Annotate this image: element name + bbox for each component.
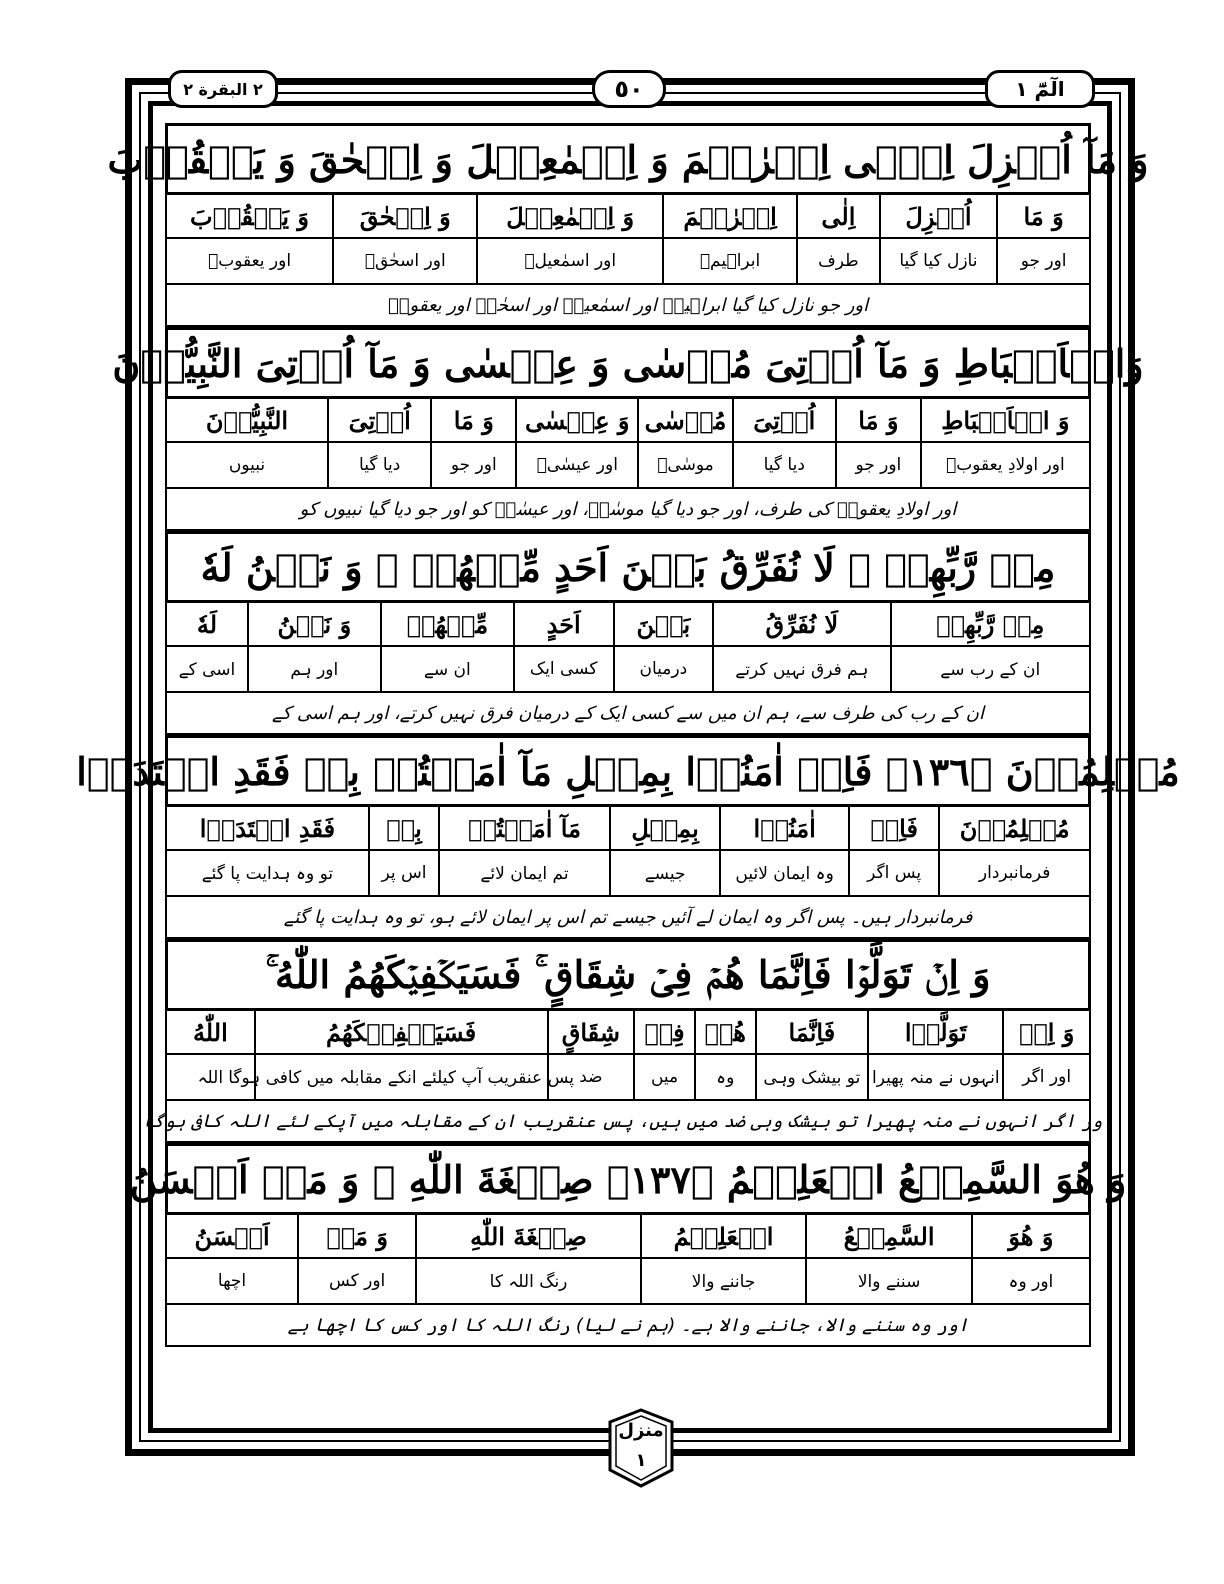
- word-arabic-cell: مُوۡسٰی: [637, 399, 731, 441]
- word-arabic-cell: لَا نُفَرِّقُ: [712, 603, 889, 645]
- word-arabic-cell: الۡعَلِیۡمُ: [640, 1215, 806, 1257]
- word-arabic-cell: اَحۡسَنُ: [194, 1221, 270, 1251]
- word-meaning-row: [165, 1259, 1091, 1305]
- word-meaning-row: [165, 239, 1091, 285]
- word-meaning-cell: جیسے: [609, 851, 720, 895]
- word-meaning-cell: پس عنقریب آپ کیلئے انکے مقابلہ میں کافی ہوگا: [254, 1055, 547, 1099]
- word-arabic-cell: السَّمِیۡعُ: [805, 1215, 971, 1257]
- word-meaning-row: [165, 851, 1091, 897]
- word-arabic-cell: فَقَدِ اهۡتَدَوۡا: [199, 813, 336, 843]
- word-meaning-cell: اللہ: [197, 1067, 224, 1088]
- word-arabic-cell: وَ اِسۡحٰقَ: [332, 195, 476, 237]
- word-arabic-row: [165, 195, 1091, 239]
- word-arabic-cell: مِنۡ رَّبِّهِمۡ: [890, 603, 1090, 645]
- translation-line: اور وہ سننے والا، جاننے والا ہے۔ (ہم نے لیا) رنگ اللہ کا اور کس کا اچھا ہے: [165, 1305, 1091, 1347]
- word-meaning-cell: جاننے والا: [640, 1259, 806, 1303]
- word-meaning-cell: ان کے رب سے: [890, 647, 1090, 691]
- word-arabic-cell: وَ اِسۡمٰعِیۡلَ: [476, 195, 662, 237]
- word-meaning-cell: ابراہیمؑ: [662, 239, 796, 283]
- word-meaning-cell: دیا گیا: [327, 443, 431, 487]
- word-meaning-cell: فرمانبردار: [938, 851, 1089, 895]
- word-arabic-cell: اللّٰهُ: [192, 1017, 228, 1047]
- manzil-number: ١: [635, 1450, 647, 1471]
- word-meaning-cell: میں: [633, 1055, 694, 1099]
- word-meaning-cell: اور اولادِ یعقوبؑ: [920, 443, 1089, 487]
- word-arabic-cell: اِلٰی: [796, 195, 879, 237]
- ayah-line: مُسۡلِمُوۡنَ ﴿١٣٦﴾ فَاِنۡ اٰمَنُوۡا بِمِثۡلِ مَآ اٰمَنۡتُمۡ بِهٖ فَقَدِ اهۡتَدَوۡا: [165, 735, 1091, 807]
- translation-content: [76, 123, 1180, 1347]
- word-arabic-cell: وَ مَنۡ: [297, 1215, 415, 1257]
- word-meaning-cell: پس اگر: [848, 851, 938, 895]
- word-arabic-cell: وَ یَعۡقُوۡبَ: [190, 201, 310, 231]
- word-arabic-cell: وَ مَا: [835, 399, 920, 441]
- word-arabic-row: [165, 399, 1091, 443]
- word-meaning-cell: انہوں نے منہ پھیرا: [867, 1055, 1002, 1099]
- word-arabic-row: [165, 1011, 1091, 1055]
- word-meaning-cell: اور جو: [430, 443, 515, 487]
- word-meaning-cell: اچھا: [217, 1271, 247, 1291]
- word-meaning-cell: اور اسمٰعیلؑ: [476, 239, 662, 283]
- word-meaning-cell: کسی ایک: [513, 647, 613, 691]
- ayah-line: مِنۡ رَّبِّهِمۡ ۚ لَا نُفَرِّقُ بَیۡنَ اَحَدٍ مِّنۡهُمۡ ۫ وَ نَحۡنُ لَهٗ: [165, 531, 1091, 603]
- word-meaning-cell: رنگ اللہ کا: [415, 1259, 640, 1303]
- manzil-badge: [606, 1408, 676, 1488]
- word-arabic-cell: بِهٖ: [368, 807, 438, 849]
- word-arabic-row: [165, 807, 1091, 851]
- word-arabic-cell: تَوَلَّوۡا: [867, 1011, 1002, 1053]
- word-arabic-cell: اُوۡتِیَ: [732, 399, 836, 441]
- word-meaning-cell: تو بیشک وہی: [755, 1055, 868, 1099]
- word-arabic-row: [165, 1215, 1091, 1259]
- word-meaning-cell: وہ: [694, 1055, 755, 1099]
- word-meaning-row: [165, 443, 1091, 489]
- word-arabic-cell: لَهٗ: [196, 609, 218, 639]
- translation-line: ان کے رب کی طرف سے، ہم ان میں سے کسی ایک کے درمیان فرق نہیں کرتے، اور ہم اسی کے: [165, 693, 1091, 735]
- word-arabic-cell: اُوۡتِیَ: [327, 399, 431, 441]
- word-meaning-cell: اور وہ: [971, 1259, 1089, 1303]
- word-arabic-cell: فِیۡ: [633, 1011, 694, 1053]
- word-meaning-cell: تو وہ ہدایت پا گئے: [201, 863, 334, 884]
- word-arabic-cell: مِّنۡهُمۡ: [380, 603, 513, 645]
- word-meaning-cell: اور یعقوبؑ: [208, 251, 292, 271]
- translation-line: اور جو نازل کیا گیا ابراہیمؑ اور اسمٰعیلؑ اور اسحٰقؑ اور یعقوبؑ: [165, 285, 1091, 327]
- ayah-line: وَالۡاَسۡبَاطِ وَ مَآ اُوۡتِیَ مُوۡسٰی وَ عِیۡسٰی وَ مَآ اُوۡتِیَ النَّبِیُّوۡنَ: [165, 327, 1091, 399]
- word-meaning-cell: نازل کیا گیا: [879, 239, 997, 283]
- manzil-label: منزل: [618, 1420, 664, 1441]
- word-meaning-cell: اور جو: [996, 239, 1089, 283]
- word-meaning-cell: طرف: [796, 239, 879, 283]
- word-meaning-cell: موسٰیؑ: [637, 443, 731, 487]
- translation-line: اور اگر انہوں نے منہ پھیرا تو بیشک وہی ضد میں ہیں، پس عنقریب ان کے مقابلہ میں آپکے لئے اللہ کافی ہوگا: [165, 1101, 1091, 1143]
- word-meaning-cell: اور عیسٰیؑ: [515, 443, 637, 487]
- word-meaning-cell: ہم فرق نہیں کرتے: [712, 647, 889, 691]
- para-name-label: الٓمّٓ ١: [985, 70, 1095, 108]
- word-arabic-cell: اِبۡرٰهٖمَ: [662, 195, 796, 237]
- word-arabic-cell: شِقَاقٍ: [547, 1011, 634, 1053]
- word-meaning-cell: اور کس: [297, 1259, 415, 1303]
- word-arabic-cell: وَ عِیۡسٰی: [515, 399, 637, 441]
- word-meaning-cell: اور اگر: [1002, 1055, 1089, 1099]
- ayah-line: وَ اِنۡ تَوَلَّوۡا فَاِنَّمَا هُمۡ فِیۡ شِقَاقٍ ۚ فَسَیَكۡفِیۡكَهُمُ اللّٰهُ ۚ: [165, 939, 1091, 1011]
- word-arabic-cell: وَ مَا: [430, 399, 515, 441]
- word-meaning-cell: سننے والا: [805, 1259, 971, 1303]
- word-arabic-row: [165, 603, 1091, 647]
- word-meaning-cell: اسی کے: [178, 659, 236, 680]
- word-arabic-cell: وَ مَا: [996, 195, 1089, 237]
- word-arabic-cell: فَاِنَّمَا: [755, 1011, 868, 1053]
- word-meaning-row: [165, 1055, 1091, 1101]
- word-meaning-cell: وہ ایمان لائیں: [719, 851, 848, 895]
- word-meaning-cell: نبیوں: [228, 455, 266, 475]
- word-meaning-row: [165, 647, 1091, 693]
- word-arabic-cell: اُنۡزِلَ: [879, 195, 997, 237]
- translation-line: اور اولادِ یعقوبؑ کی طرف، اور جو دیا گیا موسٰیؑ، اور عیسٰیؑ کو اور جو دیا گیا نبیوں کو: [165, 489, 1091, 531]
- word-meaning-cell: اور اسحٰقؑ: [332, 239, 476, 283]
- word-meaning-cell: اور جو: [835, 443, 920, 487]
- ayah-line: وَ هُوَ السَّمِیۡعُ الۡعَلِیۡمُ ﴿١٣٧﴾ صِبۡغَةَ اللّٰهِ ۚ وَ مَنۡ اَحۡسَنُ: [165, 1143, 1091, 1215]
- word-arabic-cell: وَ الۡاَسۡبَاطِ: [920, 399, 1089, 441]
- surah-name-label: ٢ البقرة ٢: [168, 70, 278, 108]
- word-arabic-cell: اٰمَنُوۡا: [719, 807, 848, 849]
- word-arabic-cell: مُسۡلِمُوۡنَ: [938, 807, 1089, 849]
- word-arabic-cell: وَ هُوَ: [971, 1215, 1089, 1257]
- translation-line: فرمانبردار ہیں۔ پس اگر وہ ایمان لے آئیں جیسے تم اس پر ایمان لائے ہو، تو وہ ہدایت پا گئے: [165, 897, 1091, 939]
- word-arabic-cell: فَسَیَكۡفِیۡكَهُمُ: [254, 1011, 547, 1053]
- word-arabic-cell: فَاِنۡ: [848, 807, 938, 849]
- word-arabic-cell: هُمۡ: [694, 1011, 755, 1053]
- word-arabic-cell: وَ نَحۡنُ: [247, 603, 380, 645]
- word-meaning-cell: ضد: [547, 1055, 634, 1099]
- ayah-line: وَ مَآ اُنۡزِلَ اِلٰۤی اِبۡرٰهٖمَ وَ اِسۡمٰعِیۡلَ وَ اِسۡحٰقَ وَ یَعۡقُوۡبَ: [165, 123, 1091, 195]
- word-arabic-cell: بِمِثۡلِ: [609, 807, 720, 849]
- word-arabic-cell: النَّبِیُّوۡنَ: [205, 405, 289, 435]
- word-meaning-cell: ان سے: [380, 647, 513, 691]
- word-arabic-cell: مَآ اٰمَنۡتُمۡ: [438, 807, 609, 849]
- word-arabic-cell: صِبۡغَةَ اللّٰهِ: [415, 1215, 640, 1257]
- word-meaning-cell: دیا گیا: [732, 443, 836, 487]
- page-number: ٥٠: [592, 70, 666, 108]
- word-meaning-cell: اس پر: [368, 851, 438, 895]
- word-meaning-cell: درمیان: [613, 647, 713, 691]
- word-arabic-cell: اَحَدٍ: [513, 603, 613, 645]
- word-meaning-cell: تم ایمان لائے: [438, 851, 609, 895]
- word-arabic-cell: بَیۡنَ: [613, 603, 713, 645]
- word-arabic-cell: وَ اِنۡ: [1002, 1011, 1089, 1053]
- word-meaning-cell: اور ہم: [247, 647, 380, 691]
